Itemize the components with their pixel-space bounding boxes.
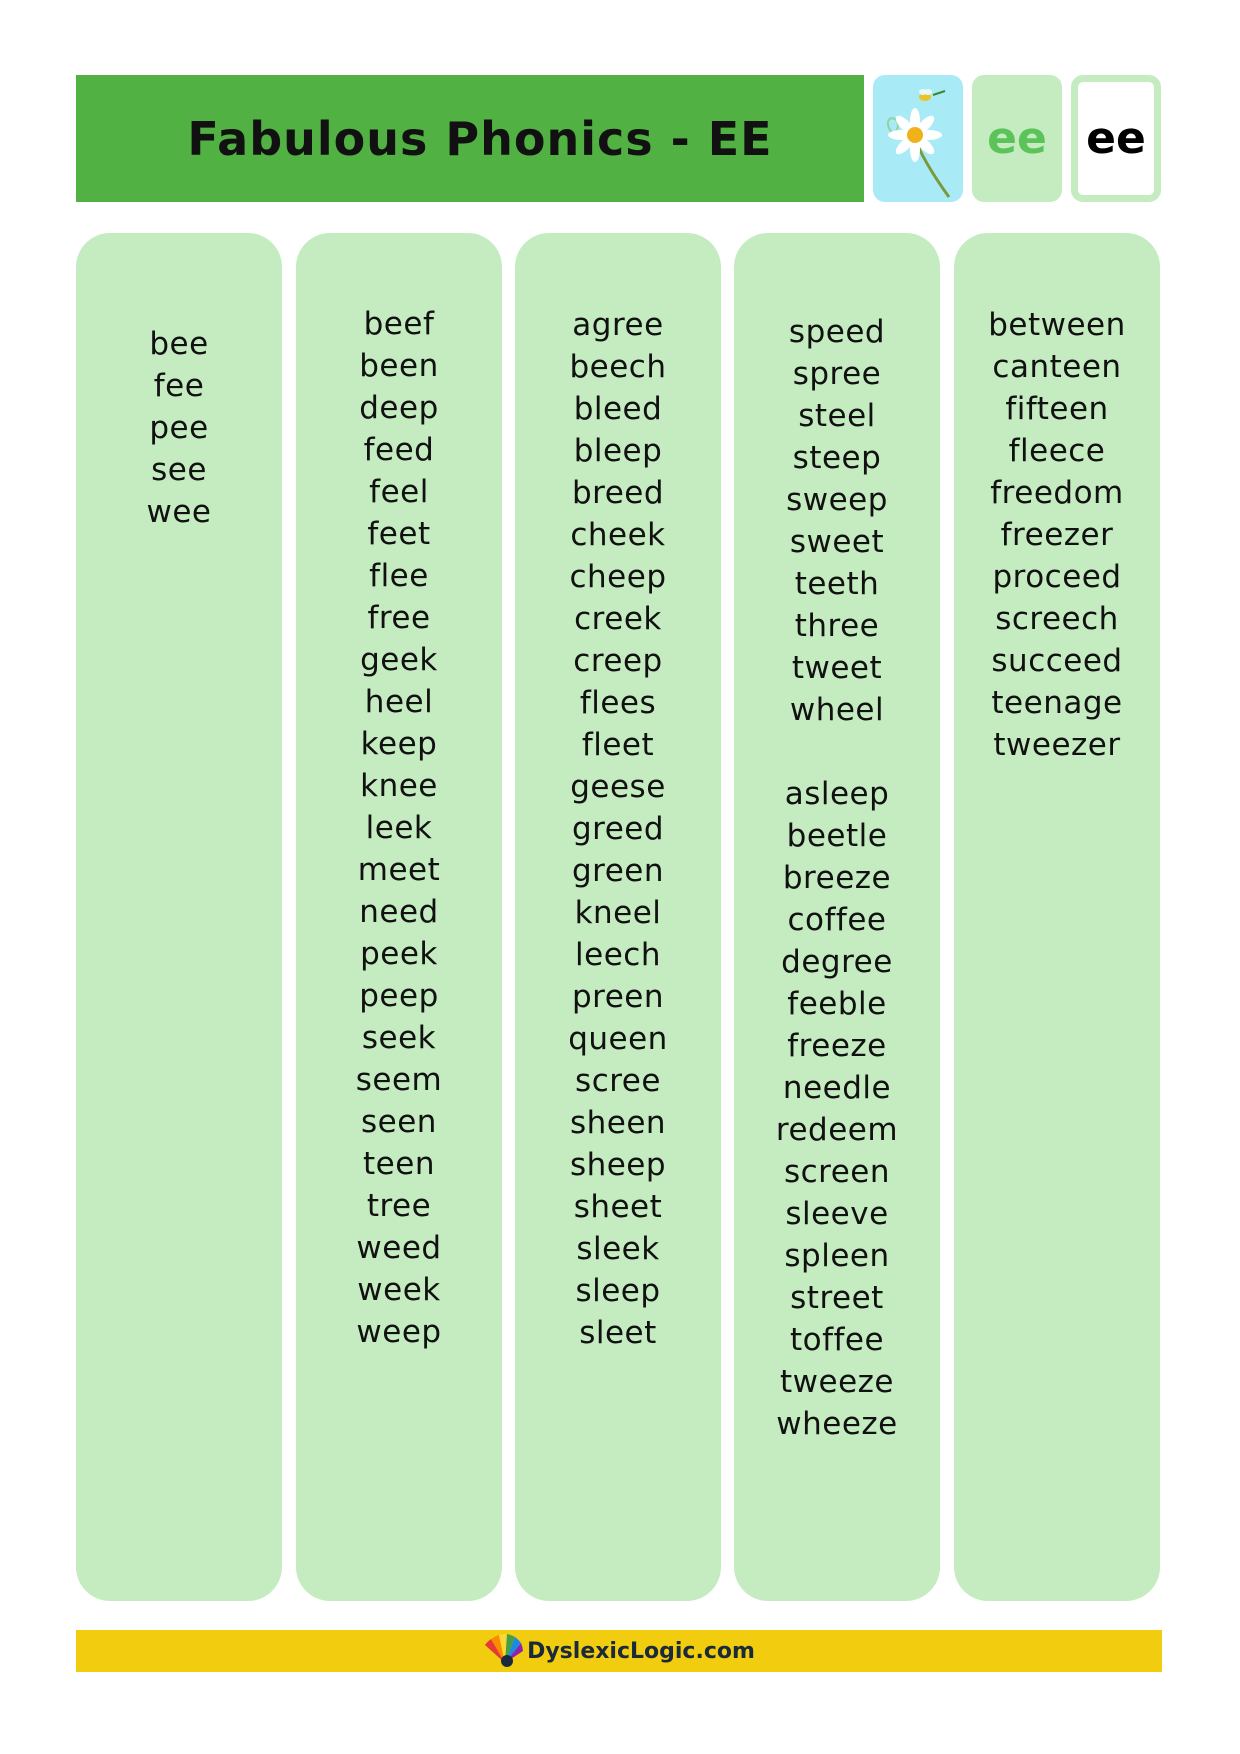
word-item: greed bbox=[571, 811, 665, 847]
word-item: deep bbox=[359, 390, 439, 426]
word-item: seen bbox=[361, 1104, 437, 1140]
rainbow-fan-logo-icon bbox=[483, 1633, 523, 1669]
word-item: kneel bbox=[574, 895, 662, 931]
word-list bbox=[734, 311, 940, 731]
word-item: heel bbox=[364, 684, 434, 720]
word-item: agree bbox=[572, 307, 664, 343]
word-item: canteen bbox=[992, 349, 1122, 385]
word-item: steel bbox=[798, 398, 876, 434]
word-item: needle bbox=[782, 1070, 892, 1106]
word-item: meet bbox=[357, 852, 441, 888]
word-item: leek bbox=[365, 810, 433, 846]
word-column-3 bbox=[515, 233, 721, 1601]
word-item: teen bbox=[363, 1146, 435, 1182]
footer-site-link[interactable]: DyslexicLogic.com bbox=[527, 1638, 755, 1664]
word-item: redeem bbox=[775, 1112, 899, 1148]
letter-tile-green bbox=[972, 75, 1062, 202]
word-item: sleet bbox=[579, 1315, 657, 1351]
word-item: sheet bbox=[573, 1189, 663, 1225]
word-item: feed bbox=[363, 432, 435, 468]
word-item: weep bbox=[356, 1314, 442, 1350]
word-item: steep bbox=[792, 440, 882, 476]
word-item: geese bbox=[570, 769, 666, 805]
word-item: freedom bbox=[990, 475, 1124, 511]
word-item: beech bbox=[569, 349, 667, 385]
word-item: creep bbox=[573, 643, 663, 679]
word-item: creek bbox=[574, 601, 662, 637]
tile-letters: ee bbox=[1086, 113, 1146, 164]
word-item: freezer bbox=[1000, 517, 1114, 553]
word-item: degree bbox=[781, 944, 893, 980]
word-item: flee bbox=[369, 558, 429, 594]
word-item: sleep bbox=[575, 1273, 661, 1309]
word-item: beef bbox=[363, 306, 435, 342]
word-list bbox=[296, 303, 502, 1353]
word-list bbox=[76, 323, 282, 533]
word-item: succeed bbox=[991, 643, 1123, 679]
word-item: between bbox=[988, 307, 1126, 343]
word-item: sweep bbox=[786, 482, 888, 518]
word-item: teenage bbox=[991, 685, 1123, 721]
word-item: sheep bbox=[569, 1147, 667, 1183]
word-item: wee bbox=[146, 494, 212, 530]
word-item: peek bbox=[360, 936, 438, 972]
tile-letters: ee bbox=[987, 113, 1047, 164]
word-item: breeze bbox=[782, 860, 892, 896]
word-item: breed bbox=[571, 475, 665, 511]
word-column-4 bbox=[734, 233, 940, 1601]
word-item: beetle bbox=[786, 818, 888, 854]
word-item: pee bbox=[149, 410, 209, 446]
word-item: cheep bbox=[569, 559, 667, 595]
word-item: fifteen bbox=[1005, 391, 1109, 427]
page-title: Fabulous Phonics - EE bbox=[187, 111, 773, 166]
title-banner bbox=[76, 75, 864, 202]
word-item: scree bbox=[575, 1063, 661, 1099]
word-list-second-group bbox=[734, 773, 940, 1445]
word-item: bleep bbox=[573, 433, 663, 469]
word-item: geek bbox=[360, 642, 438, 678]
word-item: tweeze bbox=[780, 1364, 894, 1400]
word-item: seem bbox=[355, 1062, 443, 1098]
word-item: feeble bbox=[787, 986, 887, 1022]
daisy-with-bee-icon bbox=[873, 75, 963, 202]
word-item: week bbox=[357, 1272, 441, 1308]
word-item: tweezer bbox=[993, 727, 1121, 763]
word-item: sweet bbox=[789, 524, 885, 560]
word-item: spree bbox=[792, 356, 882, 392]
word-item: sleek bbox=[576, 1231, 660, 1267]
word-item: preen bbox=[571, 979, 665, 1015]
word-column-2 bbox=[296, 233, 502, 1601]
word-item: cheek bbox=[570, 517, 666, 553]
word-item: toffee bbox=[789, 1322, 885, 1358]
word-item: keep bbox=[360, 726, 438, 762]
word-item: speed bbox=[788, 314, 886, 350]
word-item: free bbox=[367, 600, 431, 636]
word-item: street bbox=[790, 1280, 884, 1316]
word-item: wheel bbox=[789, 692, 885, 728]
word-item: peep bbox=[359, 978, 439, 1014]
word-item: screen bbox=[783, 1154, 891, 1190]
footer-logo[interactable] bbox=[483, 1633, 755, 1669]
word-item: bee bbox=[149, 326, 209, 362]
word-item: three bbox=[794, 608, 880, 644]
word-item: bleed bbox=[573, 391, 663, 427]
word-item: feet bbox=[367, 516, 431, 552]
word-column-1 bbox=[76, 233, 282, 1601]
word-list bbox=[515, 304, 721, 1354]
word-item: asleep bbox=[784, 776, 890, 812]
word-item: freeze bbox=[787, 1028, 887, 1064]
word-item: tweet bbox=[791, 650, 883, 686]
word-item: weed bbox=[356, 1230, 442, 1266]
word-item: fleet bbox=[581, 727, 655, 763]
footer-banner bbox=[76, 1630, 1162, 1672]
letter-tile-white bbox=[1071, 75, 1161, 202]
word-item: screech bbox=[995, 601, 1119, 637]
word-item: spleen bbox=[784, 1238, 890, 1274]
word-item: fee bbox=[153, 368, 205, 404]
word-item: see bbox=[151, 452, 207, 488]
word-item: flees bbox=[579, 685, 657, 721]
word-item: sheen bbox=[569, 1105, 667, 1141]
word-item: feel bbox=[369, 474, 429, 510]
word-item: coffee bbox=[787, 902, 887, 938]
word-item: knee bbox=[360, 768, 438, 804]
word-item: sleeve bbox=[785, 1196, 889, 1232]
word-column-5 bbox=[954, 233, 1160, 1601]
word-list bbox=[954, 304, 1160, 766]
word-item: wheeze bbox=[776, 1406, 898, 1442]
word-item: proceed bbox=[992, 559, 1122, 595]
word-item: leech bbox=[575, 937, 661, 973]
word-item: queen bbox=[568, 1021, 668, 1057]
word-item: seek bbox=[361, 1020, 437, 1056]
word-item: need bbox=[359, 894, 439, 930]
word-item: green bbox=[571, 853, 665, 889]
word-item: teeth bbox=[794, 566, 880, 602]
word-item: been bbox=[359, 348, 439, 384]
word-item: tree bbox=[366, 1188, 432, 1224]
word-item: fleece bbox=[1008, 433, 1106, 469]
